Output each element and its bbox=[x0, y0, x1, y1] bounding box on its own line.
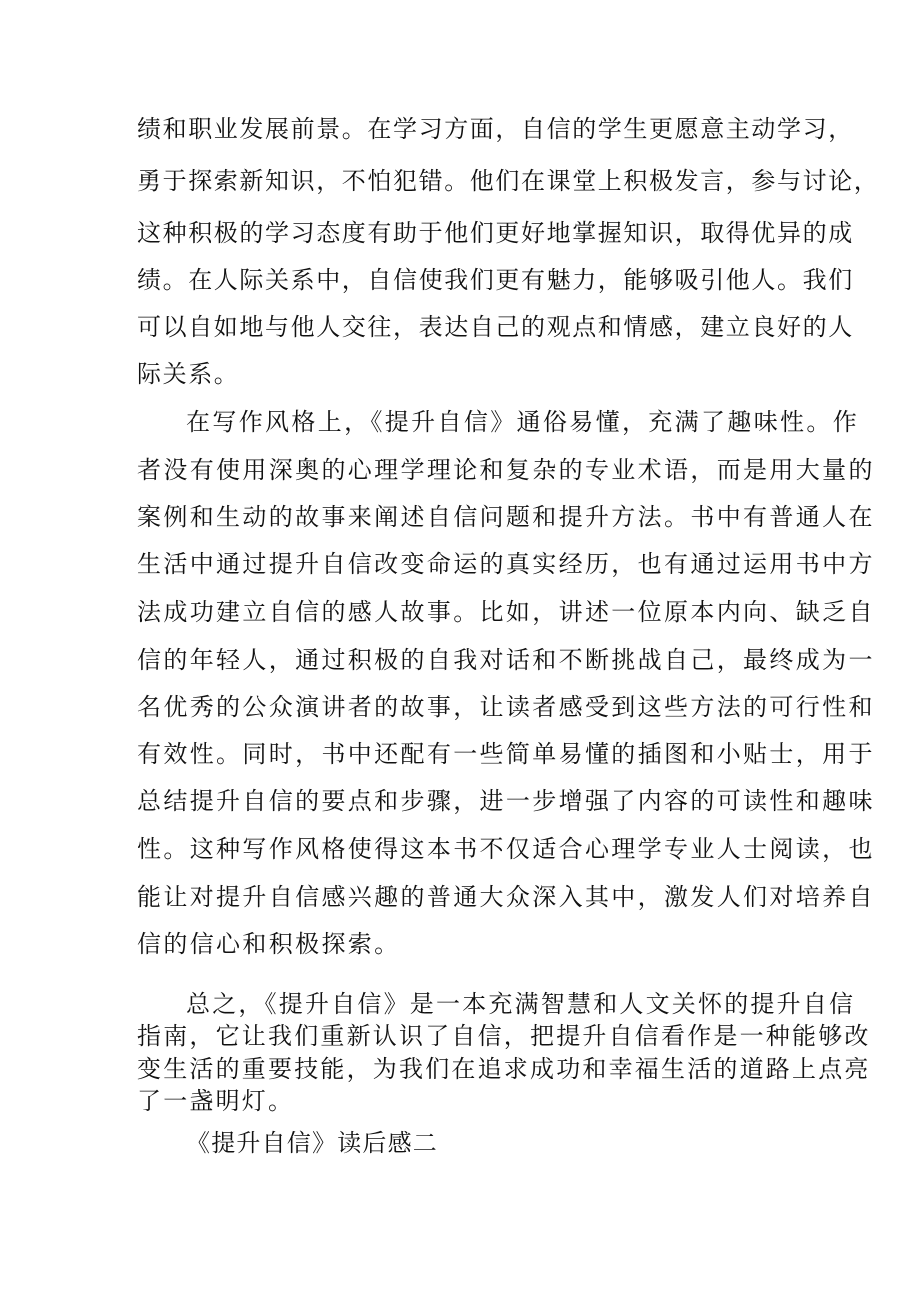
text-line: 了一盏明灯。 bbox=[137, 1087, 295, 1115]
text-line: 勇于探索新知识，不怕犯错。他们在课堂上积极发言，参与讨论， bbox=[137, 167, 880, 195]
section-heading: 《提升自信》读后感二 bbox=[186, 1129, 438, 1157]
text-line: 指南，它让我们重新认识了自信，把提升自信看作是一种能够改 bbox=[137, 1022, 871, 1050]
text-line: 案例和生动的故事来阐述自信问题和提升方法。书中有普通人在 bbox=[137, 503, 875, 531]
text-line: 在写作风格上，《提升自信》通俗易懂，充满了趣味性。作 bbox=[186, 408, 860, 436]
text-line: 绩。在人际关系中，自信使我们更有魅力，能够吸引他人。我们 bbox=[137, 266, 854, 294]
text-line: 生活中通过提升自信改变命运的真实经历，也有通过运用书中方 bbox=[137, 550, 875, 578]
text-line: 总之，《提升自信》是一本充满智慧和人文关怀的提升自信 bbox=[186, 990, 856, 1018]
text-line: 者没有使用深奥的心理学理论和复杂的专业术语，而是用大量的 bbox=[137, 456, 875, 484]
text-line: 绩和职业发展前景。在学习方面，自信的学生更愿意主动学习， bbox=[137, 115, 854, 143]
text-line: 这种积极的学习态度有助于他们更好地掌握知识，取得优异的成 bbox=[137, 219, 854, 247]
text-line: 可以自如地与他人交往，表达自己的观点和情感，建立良好的人 bbox=[137, 313, 854, 341]
text-line: 信的信心和积极探索。 bbox=[137, 930, 401, 958]
text-line: 信的年轻人，通过积极的自我对话和不断挑战自己，最终成为一 bbox=[137, 646, 875, 674]
text-line: 法成功建立自信的感人故事。比如，讲述一位原本内向、缺乏自 bbox=[137, 598, 875, 626]
text-line: 性。这种写作风格使得这本书不仅适合心理学专业人士阅读，也 bbox=[137, 835, 875, 863]
text-line: 名优秀的公众演讲者的故事，让读者感受到这些方法的可行性和 bbox=[137, 693, 875, 721]
text-line: 际关系。 bbox=[137, 360, 240, 388]
text-line: 变生活的重要技能，为我们在追求成功和幸福生活的道路上点亮 bbox=[137, 1055, 871, 1083]
text-line: 有效性。同时，书中还配有一些简单易懂的插图和小贴士，用于 bbox=[137, 740, 875, 768]
text-line: 总结提升自信的要点和步骤，进一步增强了内容的可读性和趣味 bbox=[137, 787, 875, 815]
text-line: 能让对提升自信感兴趣的普通大众深入其中，激发人们对培养自 bbox=[137, 883, 875, 911]
